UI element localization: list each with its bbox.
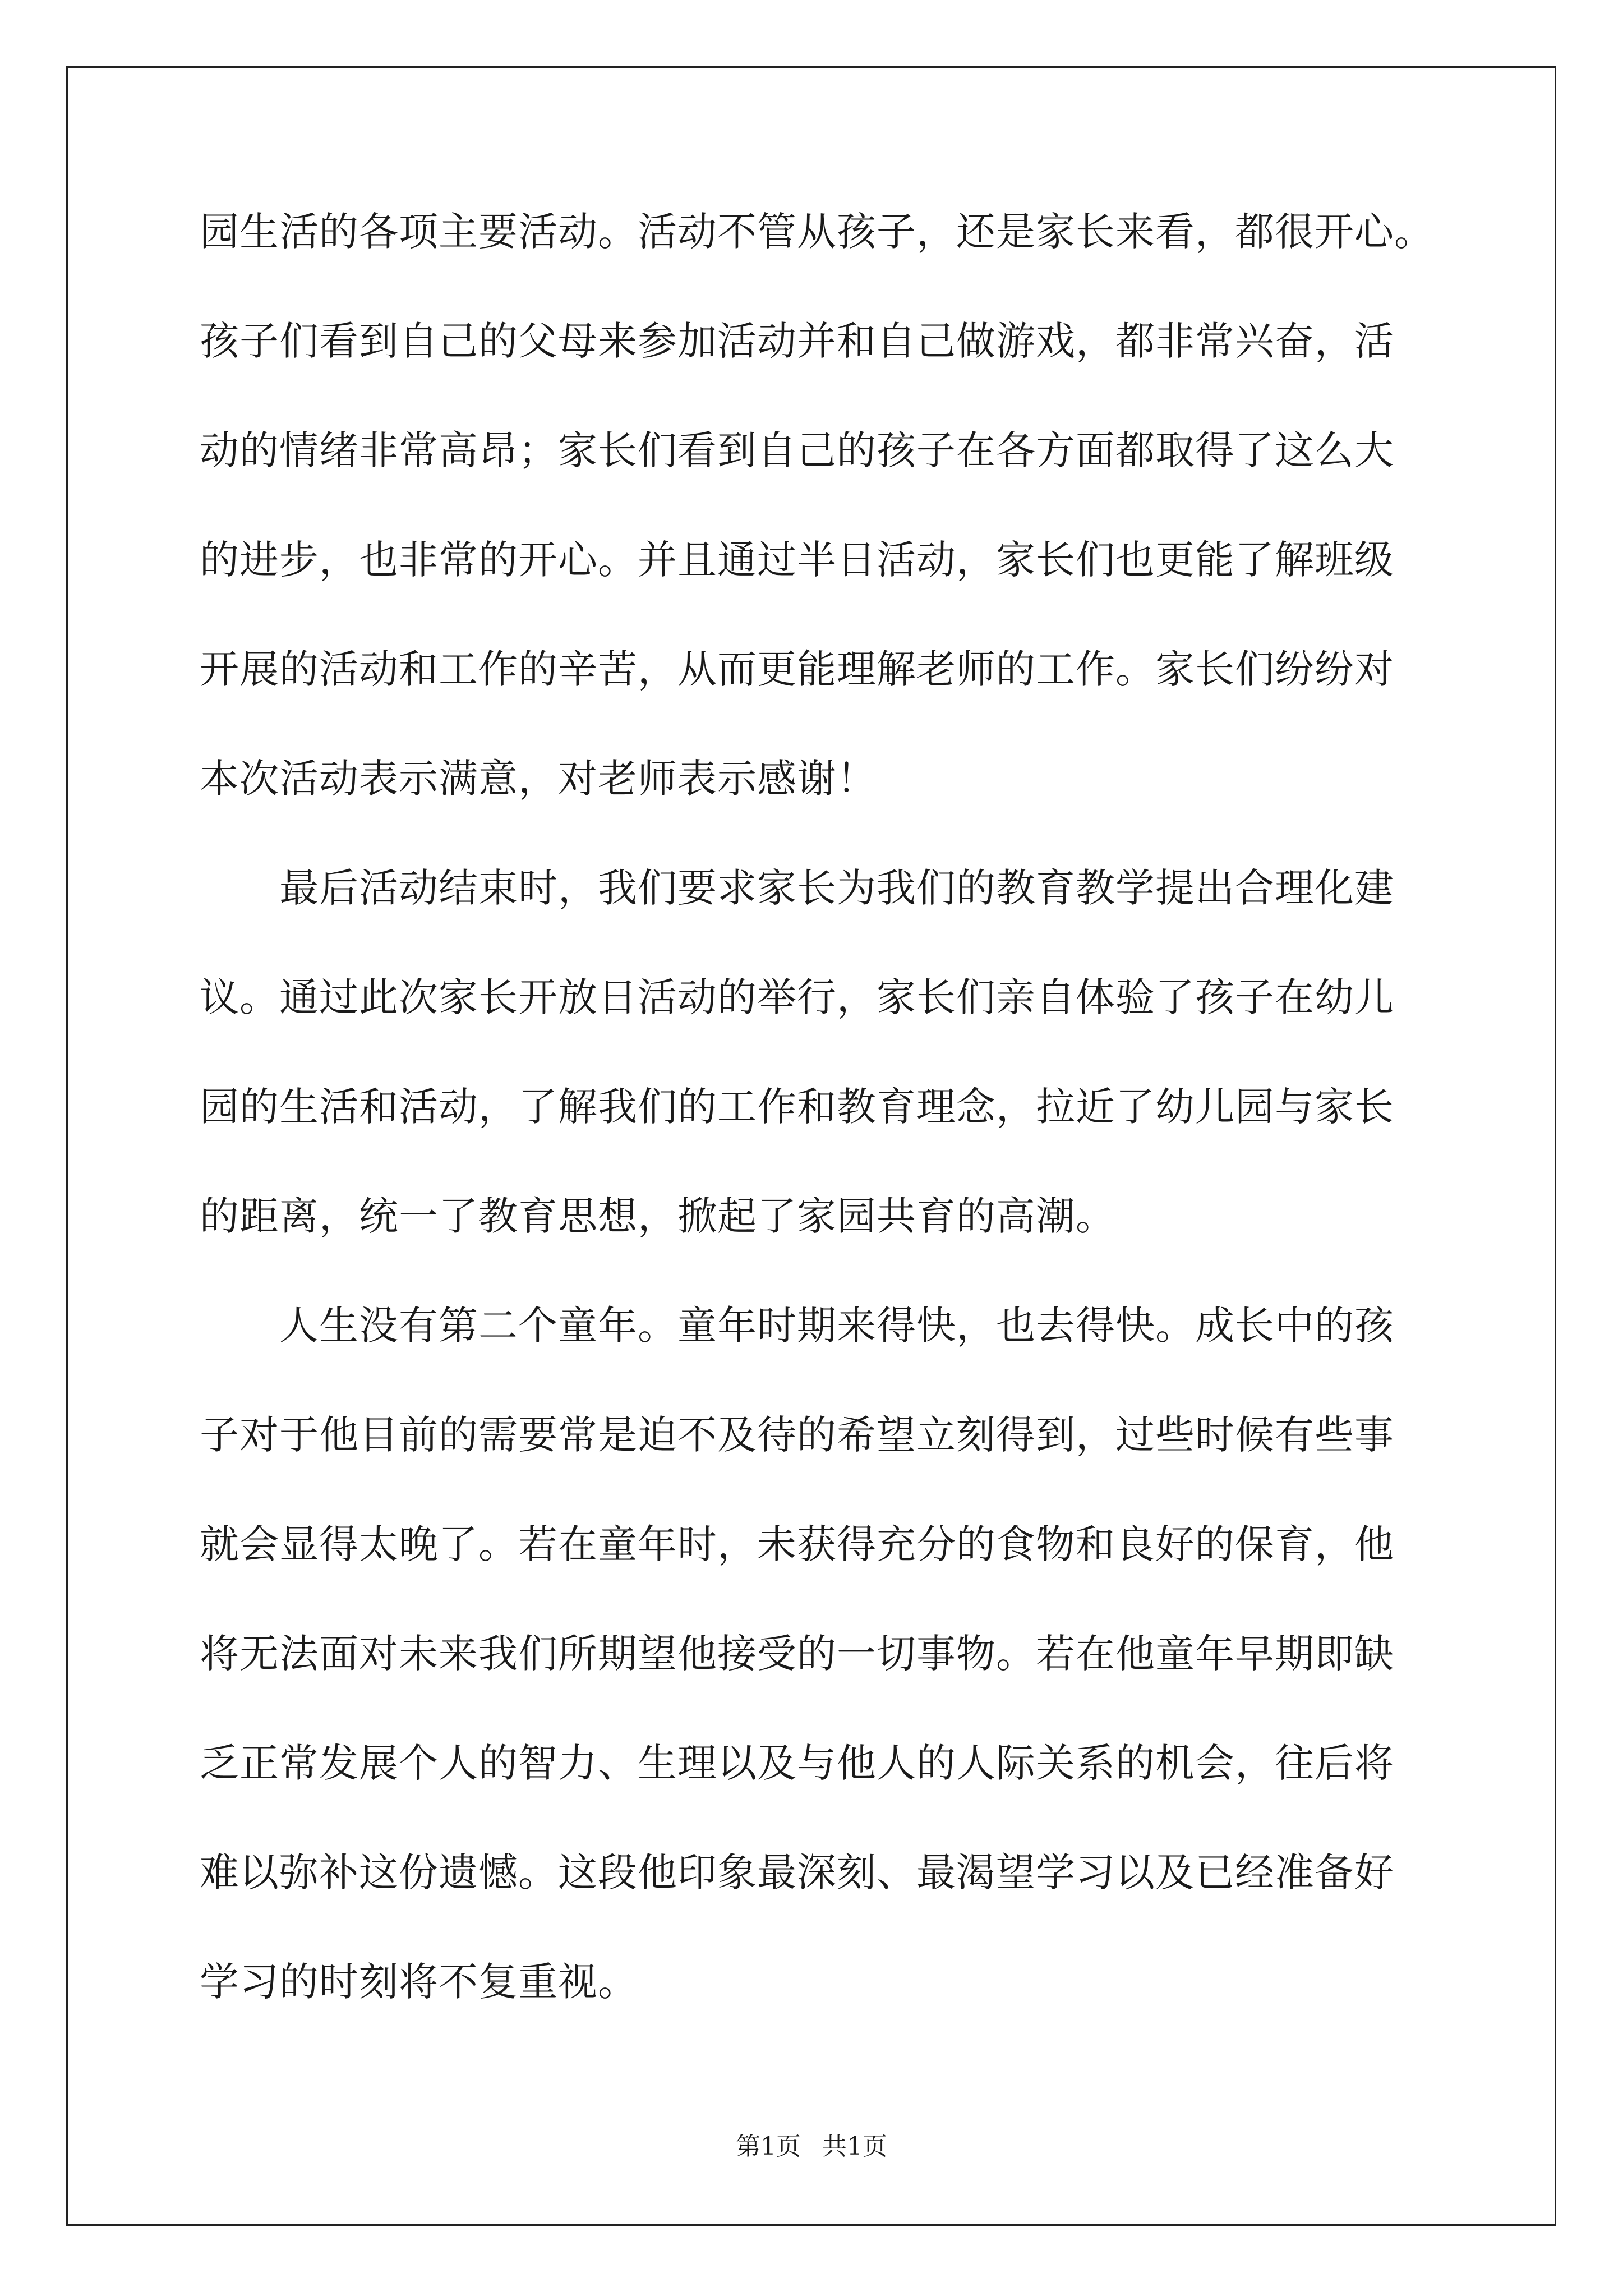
text-line: 子对于他目前的需要常是迫不及待的希望立刻得到，过些时候有些事 bbox=[200, 1412, 1394, 1458]
text-line: 开展的活动和工作的辛苦，从而更能理解老师的工作。家长们纷纷对 bbox=[200, 646, 1394, 692]
text-line: 难以弥补这份遗憾。这段他印象最深刻、最渴望学习以及已经准备好 bbox=[200, 1849, 1394, 1895]
text-line: 人生没有第二个童年。童年时期来得快，也去得快。成长中的孩 bbox=[200, 1303, 1394, 1349]
text-line: 孩子们看到自己的父母来参加活动并和自己做游戏，都非常兴奋，活 bbox=[200, 318, 1394, 364]
page-total: 共1页 bbox=[822, 2132, 887, 2161]
text-line: 最后活动结束时，我们要求家长为我们的教育教学提出合理化建 bbox=[200, 865, 1394, 911]
text-line: 乏正常发展个人的智力、生理以及与他人的人际关系的机会，往后将 bbox=[200, 1740, 1394, 1786]
text-line: 动的情绪非常高昂；家长们看到自己的孩子在各方面都取得了这么大 bbox=[200, 427, 1394, 473]
text-line: 将无法面对未来我们所期望他接受的一切事物。若在他童年早期即缺 bbox=[200, 1631, 1394, 1677]
text-line: 就会显得太晚了。若在童年时，未获得充分的食物和良好的保育，他 bbox=[200, 1521, 1394, 1567]
text-line: 园的生活和活动，了解我们的工作和教育理念，拉近了幼儿园与家长 bbox=[200, 1084, 1394, 1130]
text-line: 园生活的各项主要活动。活动不管从孩子，还是家长来看，都很开心。 bbox=[200, 209, 1434, 255]
text-line: 学习的时刻将不复重视。 bbox=[200, 1959, 638, 2005]
document-body bbox=[200, 209, 1434, 2072]
text-line: 的进步，也非常的开心。并且通过半日活动，家长们也更能了解班级 bbox=[200, 537, 1394, 583]
text-line: 议。通过此次家长开放日活动的举行，家长们亲自体验了孩子在幼儿 bbox=[200, 974, 1394, 1020]
text-line: 本次活动表示满意，对老师表示感谢！ bbox=[200, 756, 877, 802]
text-line: 的距离，统一了教育思想，掀起了家园共育的高潮。 bbox=[200, 1193, 1115, 1239]
page-footer bbox=[0, 2134, 1623, 2159]
page-number: 第1页 bbox=[736, 2132, 801, 2161]
